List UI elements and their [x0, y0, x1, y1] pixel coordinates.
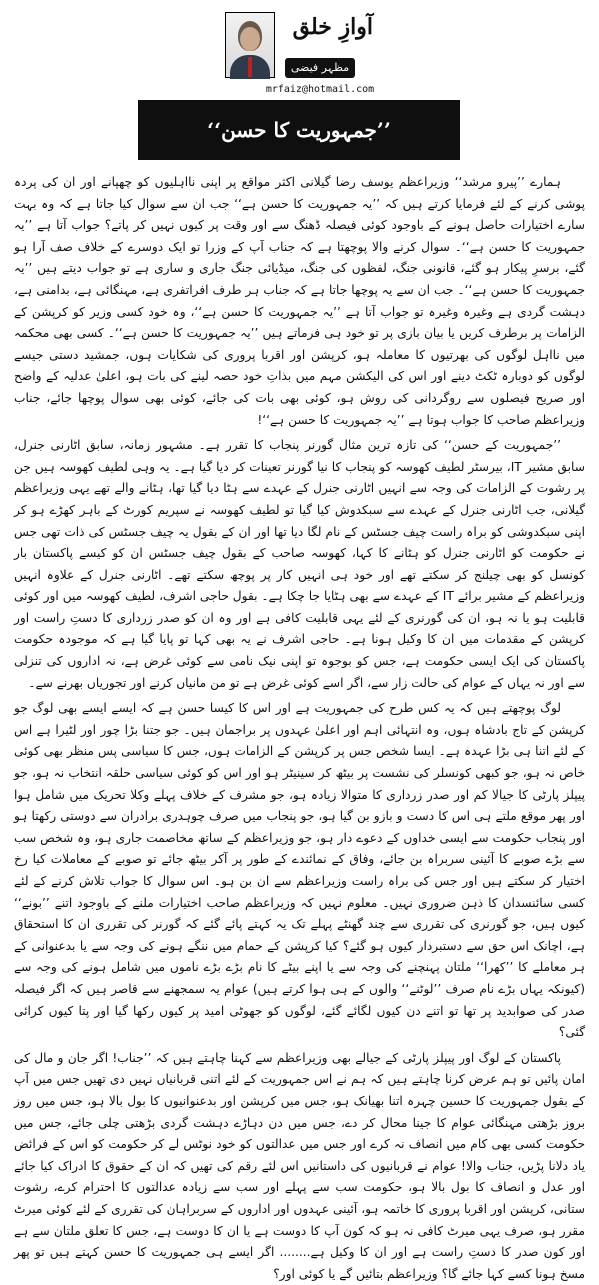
author-photo [225, 12, 275, 78]
author-email[interactable]: mrfaiz@hotmail.com [265, 84, 375, 95]
author-photo-face [240, 27, 260, 51]
author-photo-tie [248, 57, 252, 77]
article-paragraph-4: پاکستان کے لوگ اور پیپلز پارٹی کے جیالے بھی وزیراعظم سے کہنا چاہتے ہیں کہ ’’جناب! اگر جان و مال کی امان پائیں تو ہم عرض کرنا چاہتے ہیں کہ ہم نے اس جمہوریت کے لئے اتنی قربانیاں نہیں دی تھیں جس میں آپ کے بقول جمہوریت کا حسین چہرہ اتنا بھیانک ہو، جس میں کرپشن اور بدعنوانیوں کا بول بالا ہو، جس میں روز بروز بڑھتی مہنگائی عوام کا جینا محال کر دے، جس میں دن دہاڑے دہشت گردی بڑھتی چلی جائے، جس میں حکومت کسی بھی کام میں انصاف نہ کرے اور جس میں عدالتوں کو خود نوٹس لے کر حکومت کو اس کے فرائض یاد دلانا پڑیں، جناب والا! عوام نے قربانیوں کی داستانیں اس لئے رقم کی تھیں کہ ان کے حقوق کا ادراک کیا جائے اور عدل و انصاف کا بول بالا ہو، حکومت سب سے پہلے اور سب سے زیادہ عدالتوں کا احترام کرے، رشوت ستانی، کرپشن اور اقربا پروری کا خاتمہ ہو، آئینی عہدوں اور اداروں کے سربراہان کی تقرری کے لئے کوئی میرٹ مقرر ہو، صرف یہی میرٹ کافی نہ ہو کہ کون آپ کا دوست ہے یا ان کا دوست ہے، جس کا تعلق ملتان سے ہے اور کون صدر کا دستِ راست ہے اور ان کا وکیل ہے........ اگر ایسے ہی جمہوریت کا حسن کہتے ہیں تو پھر مسخ ہونا کسے کہا جائے گا؟ وزیراعظم بتائیں گے یا کوئی اور؟ [14, 1050, 585, 1281]
article-title-banner [138, 100, 460, 160]
article-paragraph-2: ’’جمہوریت کے حسن‘‘ کی تازہ ترین مثال گورنر پنجاب کا تقرر ہے۔ مشہور زمانہ، سابق اٹارنی جنرل، سابق مشیر IT، بیرسٹر لطیف کھوسہ کو پنجاب کا نیا گورنر تعینات کر دیا گیا ہے۔ یہ وہی لطیف کھوسہ ہیں جن پر رشوت کے الزامات کی وجہ سے انہیں اٹارنی جنرل کے عہدے سے ہٹا دیا گیا تھا، ہٹانے والے تھے یہی وزیراعظم گیلانی، جب اٹارنی جنرل کے عہدے سے سبکدوش کیا گیا تو لطیف کھوسہ نے سپریم کورٹ کے باہر کھڑے ہو کر اپنی سبکدوشی کو براہ راست چیف جسٹس کے نام لگا دیا تھا اور ان کے بقول یہ چیف جسٹس کی ذات تھی جس نے حکومت کو اٹارنی جنرل کو ہٹانے کا کہا، کھوسہ صاحب کے بقول چیف جسٹس ان کو کیسے پاکستان بار کونسل کو بھی چیلنج کر سکتے تھے اور خود ہی انہیں کار پر پوچھ سکتے تھے۔ اٹارنی جنرل کے علاوہ انہیں وزیراعظم کے مشیر برائے IT کے عہدے سے بھی ہٹایا جا چکا ہے۔ بقول حاجی اشرف، لطیف کھوسہ میں اور کوئی قابلیت ہو یا نہ ہو، ان کی گورنری کے لئے یہی قابلیت کافی ہے اور وہ ان کو صدر زرداری کا دستِ راست اور کرپشن کے مقدمات میں ان کا وکیل ہونا ہے۔ حاجی اشرف نے یہ بھی کہا تو پایا گیا ہے کہ موجودہ حکومت پاکستان کی ایک ایسی حکومت ہے، جس کو بوجوہ تو اپنی نیک نامی سے کوئی غرض ہے، نہ اداروں کی تنزلی سے اور نہ یہاں کے عوام کی حالت زار سے، اگر اسے کوئی غرض ہے تو من مانیاں کرنے اور تجوریاں بھرنے سے۔ [14, 438, 585, 690]
column-header [225, 6, 375, 95]
article-paragraph-3: لوگ پوچھتے ہیں کہ یہ کس طرح کی جمہوریت ہے اور اس کا کیسا حسن ہے کہ ایسے ایسے بھی لوگ جو کرپشن کے تاج بادشاہ ہوں، وہ انتہائی اہم اور اعلیٰ عہدوں پر براجمان ہیں۔ جو جتنا بڑا چور اور لٹیرا ہے اس کے لئے اتنا ہی بڑا عہدہ ہے۔ ایسا شخص جس پر کرپشن کے الزامات ہوں، جس کا سیاسی پس منظر بھی کوئی خاص نہ ہو، جو کبھی کونسلر کی نشست پر بیٹھ کر سینیٹر ہو اور اس کو کوئی سیاسی حلقہ انتخاب نہ ہو، جو پیپلز پارٹی کا جیالا کم اور صدر زرداری کا متوالا زیادہ ہو، جو مشرف کے خلاف پہلے وکلا تحریک میں شامل ہوا اور پھر موقع ملتے ہی اس کا دست و بازو بن گیا ہو، جو پنجاب میں صرف چوہدری برادران سے دوستی رکھتا ہو اور پنجاب حکومت سے ایسی خداوں کے دعوے دار ہو، جو وزیراعظم کے ساتھ مخاصمت جاری ہو، وہ شخص سب سے بڑے صوبے کا آئینی سربراہ بن جائے، وفاق کے نمائندے کے طور پر آکر بیٹھ جائے تو صوبے کے معاملات کیا رخ اختیار کر سکتے ہیں اور جس کی براہ راست وزیراعظم سے ان بن ہو۔ اس سوال کا جواب تلاش کرنے کے لئے کسی سائنسدان کا ذہن ضروری نہیں۔ معلوم نہیں کہ وزیراعظم صاحب اختیارات ملنے کے باوجود اتنے ’’بونے‘‘ کیوں ہیں، جو گورنری کی تقرری سے چند گھنٹے پہلے تک یہ کہتے پائے گئے کہ گورنر کی تقرری ان کا استحقاق ہے، اچانک اس حق سے دستبردار کیوں ہو گئے؟ کیا کرپشن کے حمام میں ننگے ہونے کی وجہ سے یا بدعنوانی کے ہر معاملے کا ’’کھرا‘‘ ملتان پہنچنے کی وجہ سے یا اپنے بیٹے کا نام بڑے بڑے ناموں میں شامل ہونے کی وجہ سے (کیونکہ یہاں بڑے نام صرف ’’لوٹنے‘‘ والوں کے ہی ہوا کرتے ہیں) عوام یہ سمجھنے سے قاصر ہیں کہ اگر فیصلہ صدر کی صوابدید پر تھا تو اتنے دن کیوں لگائے گئے، لوگوں کو جھوٹی امید پر کیوں رکھا گیا اور پتا کیوں کرائی گئی؟ [14, 701, 585, 1040]
article-paragraph-1: ہمارے ’’پیرو مرشد‘‘ وزیراعظم یوسف رضا گیلانی اکثر مواقع پر اپنی نااہلیوں کو چھپانے اور ان کی پردہ پوشی کرنے کے لئے فرمایا کرتے ہیں کہ ’’یہ جمہوریت کا حسن ہے‘‘ جب ان سے سوال کیا جاتا ہے کہ وہ بہت سارے اختیارات حاصل ہونے کے باوجود کوئی فیصلہ ڈھنگ سے اور وقت پر کیوں نہیں کر پاتے؟ جواب آتا ہے ’’یہ جمہوریت کا حسن ہے‘‘۔ سوال کرنے والا پوچھتا ہے کہ جناب آپ کے وزرا تو ایک دوسرے کے خلاف صف آرا ہو گئے، برسرِ پیکار ہو گئے، قانونی جنگ، لفظوں کی جنگ، میڈیائی جنگ جاری و ساری ہے تو جواب دیتے ہیں ’’یہ جمہوریت کا حسن ہے‘‘۔ جب ان سے یہ پوچھا جاتا ہے کہ جناب ہر طرف افراتفری ہے، مہنگائی ہے، بدامنی ہے، دہشت گردی ہے وغیرہ وغیرہ تو جواب آتا ہے ’’یہ جمہوریت کا حسن ہے‘‘، وہ خود کسی وزیر کو کرپشن کے الزامات پر برطرف کریں یا بیان بازی پر تو خود ہی فرماتے ہیں ’’یہ جمہوریت کا حسن ہے‘‘۔ کسی بھی محکمہ میں نااہل لوگوں کی بھرتیوں کا معاملہ ہو، کرپشن اور اقربا پروری کی شکایات ہوں، جمشید دستی جیسے لوگوں کو دوبارہ ٹکٹ دینے اور اس کی الیکشن مہم میں بذاتِ خود حصہ لینے کی بات ہو، اعلیٰ عدلیہ کے واضح اور صریح فیصلوں سے روگردانی کی روش ہو، کوئی بھی بات کی جائے، کوئی بھی سوال پوچھا جائے، جناب وزیراعظم صاحب کا جواب ہوتا ہے ’’یہ جمہوریت کا حسن ہے‘‘! [14, 175, 585, 427]
article-title: ’’جمہوریت کا حسن‘‘ [207, 118, 391, 142]
column-name: آوازِ خلق [292, 14, 373, 40]
article-body [14, 172, 585, 1281]
author-name-badge: مظہر فیضی [285, 58, 355, 78]
